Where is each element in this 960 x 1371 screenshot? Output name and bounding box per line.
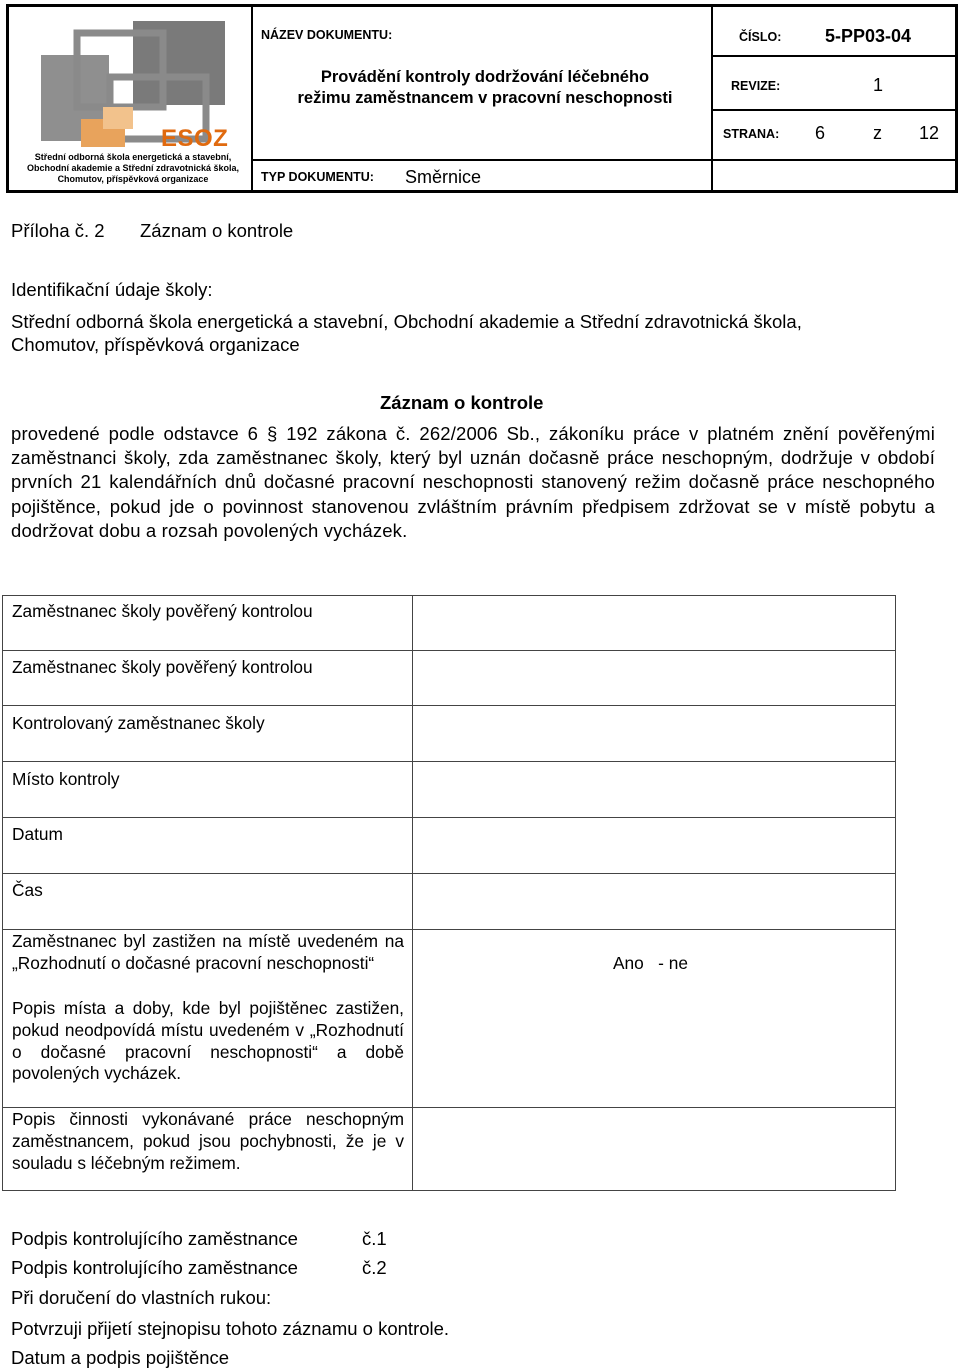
table-row: Místo kontroly [12,769,120,789]
doc-name-line-1: Provádění kontroly dodržování léčebného [320,68,650,86]
revision-label: REVIZE: [731,79,781,93]
presence-question: Zaměstnanec byl zastižen na místě uvedeném na „Rozhodnutí o dočasné pracovní neschopnosti“ [12,931,404,973]
page-label: STRANA: [723,127,780,141]
doc-name-line-2: režimu zaměstnancem v pracovní neschopnosti [297,89,673,107]
logo-line-3: Chomutov, příspěvková organizace [57,174,209,184]
doc-type-value: Směrnice [405,167,482,187]
presence-answer: Ano - ne [613,953,688,973]
table-row: Zaměstnanec školy pověřený kontrolou [12,601,313,621]
page-current: 6 [815,123,826,143]
date-signature-label: Datum a podpis pojištěnce [11,1347,230,1368]
activity-description: Popis činnosti vykonávané práce neschopným zaměstnancem, pokud jsou pochybnosti, že je v souladu s léčebným režimem. [12,1109,404,1173]
signature-2-number: č.2 [362,1257,387,1278]
record-paragraph: provedené podle odstavce 6 § 192 zákona č. 262/2006 Sb., zákoníku práce v platném znění pověřenými zaměstnanci školy, zda zaměstnanec školy, který byl uznán dočasně práce neschopným, dodržuje v období prvních 21 kalendářních dnů dočasné pracovní neschopnosti stanovený režim dočasně práce neschopného pojištěnce, pokud jde o povinnost stanovenou zvláštním právním předpisem zdržovat se v místě pobytu a dodržovat dobu a rozsah povolených vycházek. [11,423,935,541]
revision-value: 1 [873,75,884,95]
logo-brand: ESOZ [161,125,229,152]
school-name-line-2: Chomutov, příspěvková organizace [11,334,300,355]
table-row: Zaměstnanec školy pověřený kontrolou [12,657,313,677]
header-divider [251,7,253,190]
record-title: Záznam o kontrole [380,392,544,413]
delivery-note: Při doručení do vlastních rukou: [11,1287,272,1308]
table-row: Kontrolovaný zaměstnanec školy [12,713,265,733]
logo-line-2: Obchodní akademie a Střední zdravotnická škola, [26,163,240,173]
doc-type-label: TYP DOKUMENTU: [261,170,374,184]
doc-name-label: NÁZEV DOKUMENTU: [261,28,393,42]
control-record-table [2,595,896,1191]
header-divider [251,159,955,161]
document-header [6,4,958,193]
table-row: Datum [12,824,63,844]
number-value: 5-PP03-04 [825,26,912,46]
school-logo [15,15,251,185]
doc-name [255,67,715,109]
attachment-label: Příloha č. 2 [11,220,105,241]
receipt-confirmation: Potvrzuji přijetí stejnopisu tohoto záznamu o kontrole. [11,1318,450,1339]
school-heading: Identifikační údaje školy: [11,279,213,300]
location-description: Popis místa a doby, kde byl pojištěnec zastižen, pokud neodpovídá místu uvedeném v „Rozhodnutí o dočasné pracovní neschopnosti“ a době povolených vycházek. [12,998,404,1084]
header-divider [711,55,955,57]
number-label: ČÍSLO: [739,30,782,44]
signature-1-label: Podpis kontrolujícího zaměstnance [11,1228,298,1249]
signature-2-label: Podpis kontrolujícího zaměstnance [11,1257,298,1278]
page-total: 12 [919,123,940,143]
logo-line-1: Střední odborná škola energetická a stavební, [34,152,232,162]
table-row: Čas [12,880,43,900]
attachment-title: Záznam o kontrole [140,220,294,241]
school-name-line-1: Střední odborná škola energetická a stavební, Obchodní akademie a Střední zdravotnická škola, [11,311,802,332]
signature-1-number: č.1 [362,1228,387,1249]
page-of: z [873,123,882,143]
header-divider [711,109,955,111]
